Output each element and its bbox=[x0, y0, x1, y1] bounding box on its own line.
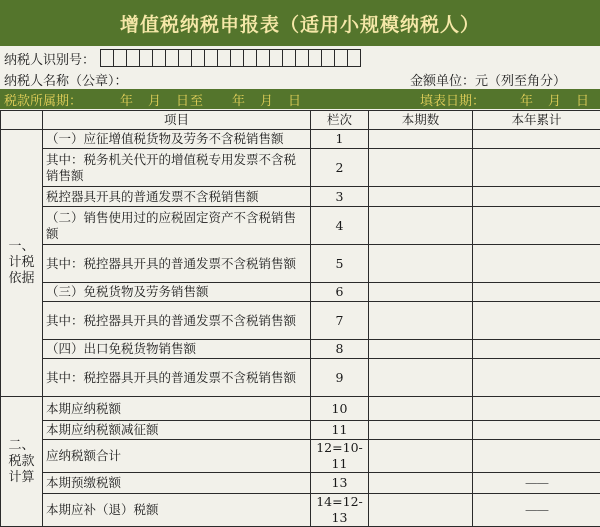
row-number: 8 bbox=[311, 340, 369, 359]
fill-date[interactable]: 年 月 日 bbox=[520, 90, 590, 109]
current-period-cell[interactable] bbox=[369, 130, 473, 149]
row-number: 5 bbox=[311, 245, 369, 283]
current-period-cell[interactable] bbox=[369, 149, 473, 187]
year-to-date-cell[interactable] bbox=[473, 207, 600, 245]
row-number: 3 bbox=[311, 187, 369, 207]
year-to-date-cell[interactable] bbox=[473, 440, 600, 473]
row-number: 7 bbox=[311, 302, 369, 340]
table-row bbox=[1, 245, 600, 283]
table-row bbox=[1, 473, 600, 494]
taxpayer-name-label: 纳税人名称（公章）： bbox=[4, 70, 128, 89]
id-digit-box[interactable] bbox=[308, 49, 322, 67]
row-item-label: 本期预缴税额 bbox=[43, 473, 311, 494]
id-digit-box[interactable] bbox=[230, 49, 244, 67]
form-title: 增值税纳税申报表（适用小规模纳税人） bbox=[120, 10, 480, 37]
col-ytd-header: 本年累计 bbox=[473, 111, 600, 130]
id-digit-box[interactable] bbox=[152, 49, 166, 67]
year-to-date-cell[interactable] bbox=[473, 340, 600, 359]
table-row bbox=[1, 207, 600, 245]
table-row bbox=[1, 421, 600, 440]
current-period-cell[interactable] bbox=[369, 283, 473, 302]
table-row bbox=[1, 440, 600, 473]
taxpayer-id-boxes[interactable] bbox=[101, 49, 361, 67]
fill-date-label: 填表日期： bbox=[420, 90, 485, 109]
year-to-date-cell[interactable] bbox=[473, 245, 600, 283]
row-number: 13 bbox=[311, 473, 369, 494]
year-to-date-cell[interactable] bbox=[473, 187, 600, 207]
id-digit-box[interactable] bbox=[347, 49, 361, 67]
row-number: 14=12-13 bbox=[311, 494, 369, 527]
year-to-date-cell[interactable] bbox=[473, 421, 600, 440]
year-to-date-cell[interactable] bbox=[473, 302, 600, 340]
row-item-label: 应纳税额合计 bbox=[43, 440, 311, 473]
row-number: 11 bbox=[311, 421, 369, 440]
current-period-cell[interactable] bbox=[369, 302, 473, 340]
current-period-cell[interactable] bbox=[369, 340, 473, 359]
year-to-date-cell[interactable] bbox=[473, 130, 600, 149]
id-digit-box[interactable] bbox=[334, 49, 348, 67]
table-header-row bbox=[1, 111, 600, 130]
row-item-label: 其中：税控器具开具的普通发票不含税销售额 bbox=[43, 302, 311, 340]
not-applicable-dash: —— bbox=[525, 475, 548, 490]
id-digit-box[interactable] bbox=[295, 49, 309, 67]
current-period-cell[interactable] bbox=[369, 245, 473, 283]
id-digit-box[interactable] bbox=[243, 49, 257, 67]
year-to-date-cell[interactable] bbox=[473, 359, 600, 397]
table-row bbox=[1, 130, 600, 149]
table-row bbox=[1, 397, 600, 421]
row-item-label: （一）应征增值税货物及劳务不含税销售额 bbox=[43, 130, 311, 149]
tax-period-label: 税款所属期： bbox=[4, 90, 82, 109]
not-applicable-dash: —— bbox=[525, 502, 548, 517]
row-item-label: （四）出口免税货物销售额 bbox=[43, 340, 311, 359]
taxpayer-id-row bbox=[0, 47, 600, 69]
col-row-header: 栏次 bbox=[311, 111, 369, 130]
id-digit-box[interactable] bbox=[282, 49, 296, 67]
id-digit-box[interactable] bbox=[269, 49, 283, 67]
row-number: 1 bbox=[311, 130, 369, 149]
report-table bbox=[0, 110, 600, 527]
amount-unit: 金额单位：元（列至角分） bbox=[410, 70, 566, 89]
table-row bbox=[1, 149, 600, 187]
id-digit-box[interactable] bbox=[191, 49, 205, 67]
id-digit-box[interactable] bbox=[165, 49, 179, 67]
row-number: 6 bbox=[311, 283, 369, 302]
col-item-header: 项目 bbox=[43, 111, 311, 130]
table-row bbox=[1, 302, 600, 340]
table-body bbox=[1, 130, 600, 527]
current-period-cell[interactable] bbox=[369, 473, 473, 494]
row-item-label: （三）免税货物及劳务销售额 bbox=[43, 283, 311, 302]
table-row bbox=[1, 283, 600, 302]
current-period-cell[interactable] bbox=[369, 421, 473, 440]
period-band bbox=[0, 89, 600, 109]
id-digit-box[interactable] bbox=[204, 49, 218, 67]
id-digit-box[interactable] bbox=[113, 49, 127, 67]
row-number: 2 bbox=[311, 149, 369, 187]
row-item-label: （二）销售使用过的应税固定资产不含税销售额 bbox=[43, 207, 311, 245]
row-item-label: 本期应纳税额减征额 bbox=[43, 421, 311, 440]
id-digit-box[interactable] bbox=[100, 49, 114, 67]
col-current-header: 本期数 bbox=[369, 111, 473, 130]
row-number: 9 bbox=[311, 359, 369, 397]
row-item-label: 其中：税控器具开具的普通发票不含税销售额 bbox=[43, 245, 311, 283]
id-digit-box[interactable] bbox=[217, 49, 231, 67]
id-digit-box[interactable] bbox=[139, 49, 153, 67]
year-to-date-cell[interactable] bbox=[473, 283, 600, 302]
row-item-label: 本期应补（退）税额 bbox=[43, 494, 311, 527]
section-basis: 一、计税依据 bbox=[1, 130, 43, 397]
table-row bbox=[1, 187, 600, 207]
section-header-cell bbox=[1, 111, 43, 130]
row-item-label: 本期应纳税额 bbox=[43, 397, 311, 421]
taxpayer-id-label: 纳税人识别号： bbox=[4, 49, 95, 68]
current-period-cell[interactable] bbox=[369, 440, 473, 473]
table-row bbox=[1, 359, 600, 397]
year-to-date-cell[interactable] bbox=[473, 149, 600, 187]
title-bar bbox=[0, 0, 600, 46]
year-to-date-cell[interactable] bbox=[473, 397, 600, 421]
current-period-cell[interactable] bbox=[369, 359, 473, 397]
table-row bbox=[1, 340, 600, 359]
tax-period-range[interactable]: 年 月 日至 年 月 日 bbox=[120, 90, 302, 109]
row-item-label: 其中：税控器具开具的普通发票不含税销售额 bbox=[43, 359, 311, 397]
id-digit-box[interactable] bbox=[256, 49, 270, 67]
section-calc: 二、税款计算 bbox=[1, 397, 43, 527]
current-period-cell[interactable] bbox=[369, 207, 473, 245]
id-digit-box[interactable] bbox=[178, 49, 192, 67]
current-period-cell[interactable] bbox=[369, 397, 473, 421]
row-item-label: 税控器具开具的普通发票不含税销售额 bbox=[43, 187, 311, 207]
taxpayer-name-row bbox=[0, 68, 600, 90]
row-item-label: 其中：税务机关代开的增值税专用发票不含税销售额 bbox=[43, 149, 311, 187]
row-number: 4 bbox=[311, 207, 369, 245]
id-digit-box[interactable] bbox=[321, 49, 335, 67]
row-number: 12=10-11 bbox=[311, 440, 369, 473]
id-digit-box[interactable] bbox=[126, 49, 140, 67]
year-to-date-cell[interactable] bbox=[473, 473, 600, 494]
current-period-cell[interactable] bbox=[369, 187, 473, 207]
row-number: 10 bbox=[311, 397, 369, 421]
